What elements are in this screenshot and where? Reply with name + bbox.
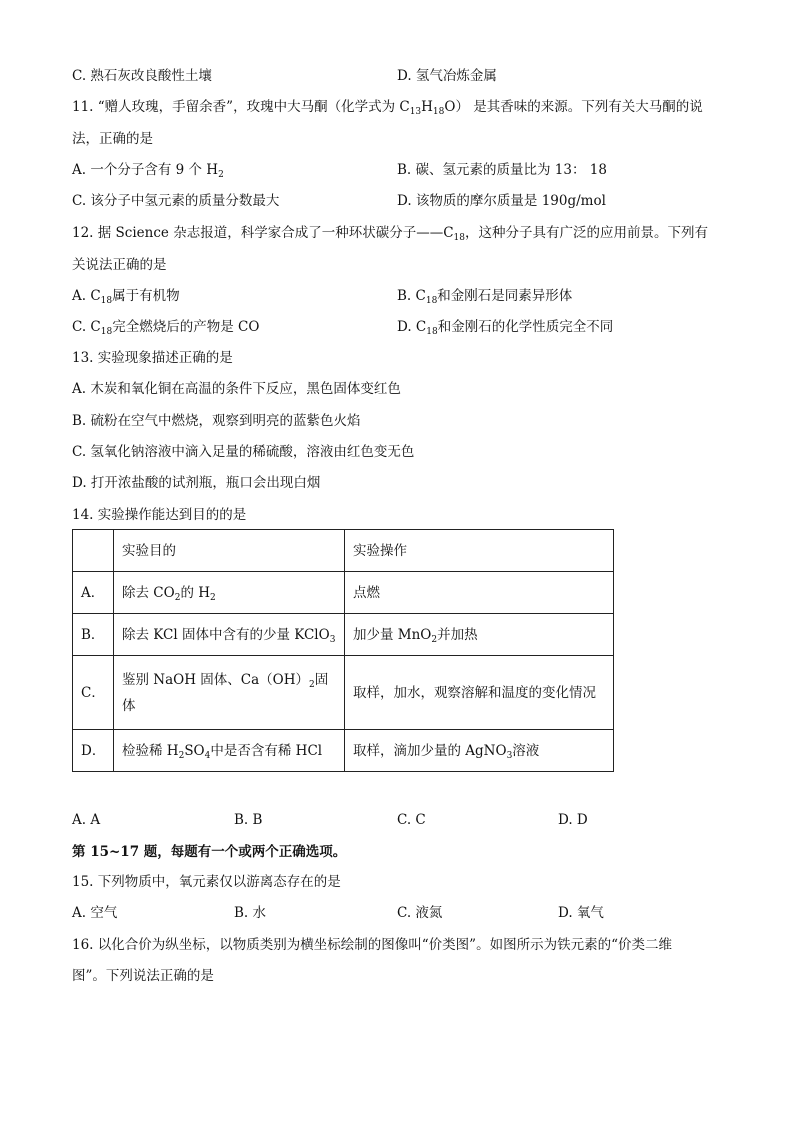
q16-stem-line2: 图”。下列说法正确的是 — [72, 968, 214, 984]
operation-cell: 加少量 MnO$_2$并加热 — [345, 614, 614, 656]
experiment-table — [72, 529, 614, 772]
q15-option-d: D. 氧气 — [558, 905, 604, 921]
q11-option-a: A. 一个分子含有 9 个 $H_2$ — [72, 162, 224, 180]
q11-option-b: B. 碳、氢元素的质量比为 13： 18 — [397, 162, 607, 178]
q11-stem-line2: 法，正确的是 — [72, 131, 153, 147]
header-purpose: 实验目的 — [114, 530, 345, 572]
q12-stem-line2: 关说法正确的是 — [72, 257, 167, 273]
purpose-cell: 除去 KCl 固体中含有的少量 KClO$_3$ — [114, 614, 345, 656]
row-label: A． — [73, 572, 114, 614]
row-label: C． — [73, 656, 114, 730]
q15-option-a: A. 空气 — [72, 905, 118, 921]
q16-stem: 16. 以化合价为纵坐标，以物质类别为横坐标绘制的图像叫“价类图”。如图所示为铁元素的“价类二维 — [72, 937, 672, 953]
table-row — [73, 614, 614, 656]
q14-option-b: B. B — [234, 812, 263, 828]
q11-option-d: D. 该物质的摩尔质量是 190g/mol — [397, 193, 606, 209]
operation-cell: 点燃 — [345, 572, 614, 614]
q13-option-d: D. 打开浓盐酸的试剂瓶，瓶口会出现白烟 — [72, 475, 321, 491]
operation-cell: 取样，滴加少量的 AgNO$_3$溶液 — [345, 730, 614, 772]
purpose-cell: 除去 $CO_2$的 $H_2$ — [114, 572, 345, 614]
q12-option-b: B. $C_{18}$和金刚石是同素异形体 — [397, 288, 573, 306]
q14-stem: 14. 实验操作能达到目的的是 — [72, 507, 247, 523]
header-operation: 实验操作 — [345, 530, 614, 572]
q14-option-d: D. D — [558, 812, 588, 828]
table-row — [73, 730, 614, 772]
section-heading: 第 15~17 题，每题有一个或两个正确选项。 — [72, 844, 347, 860]
q13-stem: 13. 实验现象描述正确的是 — [72, 350, 233, 366]
q10-option-c: C. 熟石灰改良酸性土壤 — [72, 68, 212, 84]
row-label: B． — [73, 614, 114, 656]
table-cell-empty — [73, 530, 114, 572]
q11-option-c: C. 该分子中氢元素的质量分数最大 — [72, 193, 280, 209]
table-header-row — [73, 530, 614, 572]
table-row — [73, 572, 614, 614]
purpose-cell: 检验稀 $H_2SO_4$中是否含有稀 HCl — [114, 730, 345, 772]
q13-option-c: C. 氢氧化钠溶液中滴入足量的稀硫酸，溶液由红色变无色 — [72, 444, 415, 460]
purpose-cell: 鉴别 NaOH 固体、$Ca(OH)_2$固 体 — [114, 656, 345, 730]
q12-stem: 12. 据 Science 杂志报道，科学家合成了一种环状碳分子$——C_{18}$，这种分子具有广泛的应用前景。下列有 — [72, 225, 708, 243]
q15-option-c: C. 液氮 — [397, 905, 443, 921]
q15-option-b: B. 水 — [234, 905, 267, 921]
q14-option-c: C. C — [397, 812, 426, 828]
operation-cell: 取样，加水，观察溶解和温度的变化情况 — [345, 656, 614, 730]
q12-option-d: D. $C_{18}$和金刚石的化学性质完全不同 — [397, 319, 614, 337]
q11-stem: 11. “赠人玫瑰，手留余香”，玫瑰中大马酮（化学式为 $C_{13}H_{18}O$） 是其香味的来源。下列有关大马酮的说 — [72, 99, 703, 117]
q13-option-a: A. 木炭和氧化铜在高温的条件下反应，黑色固体变红色 — [72, 381, 401, 397]
table-row — [73, 656, 614, 730]
q13-option-b: B. 硫粉在空气中燃烧，观察到明亮的蓝紫色火焰 — [72, 413, 361, 429]
row-label: D． — [73, 730, 114, 772]
q14-option-a: A. A — [72, 812, 101, 828]
q12-option-a: A. $C_{18}$属于有机物 — [72, 288, 180, 306]
q10-option-d: D. 氢气冶炼金属 — [397, 68, 497, 84]
q12-option-c: C. $C_{18}$完全燃烧后的产物是 CO — [72, 319, 260, 337]
q15-stem: 15. 下列物质中，氧元素仅以游离态存在的是 — [72, 874, 341, 890]
